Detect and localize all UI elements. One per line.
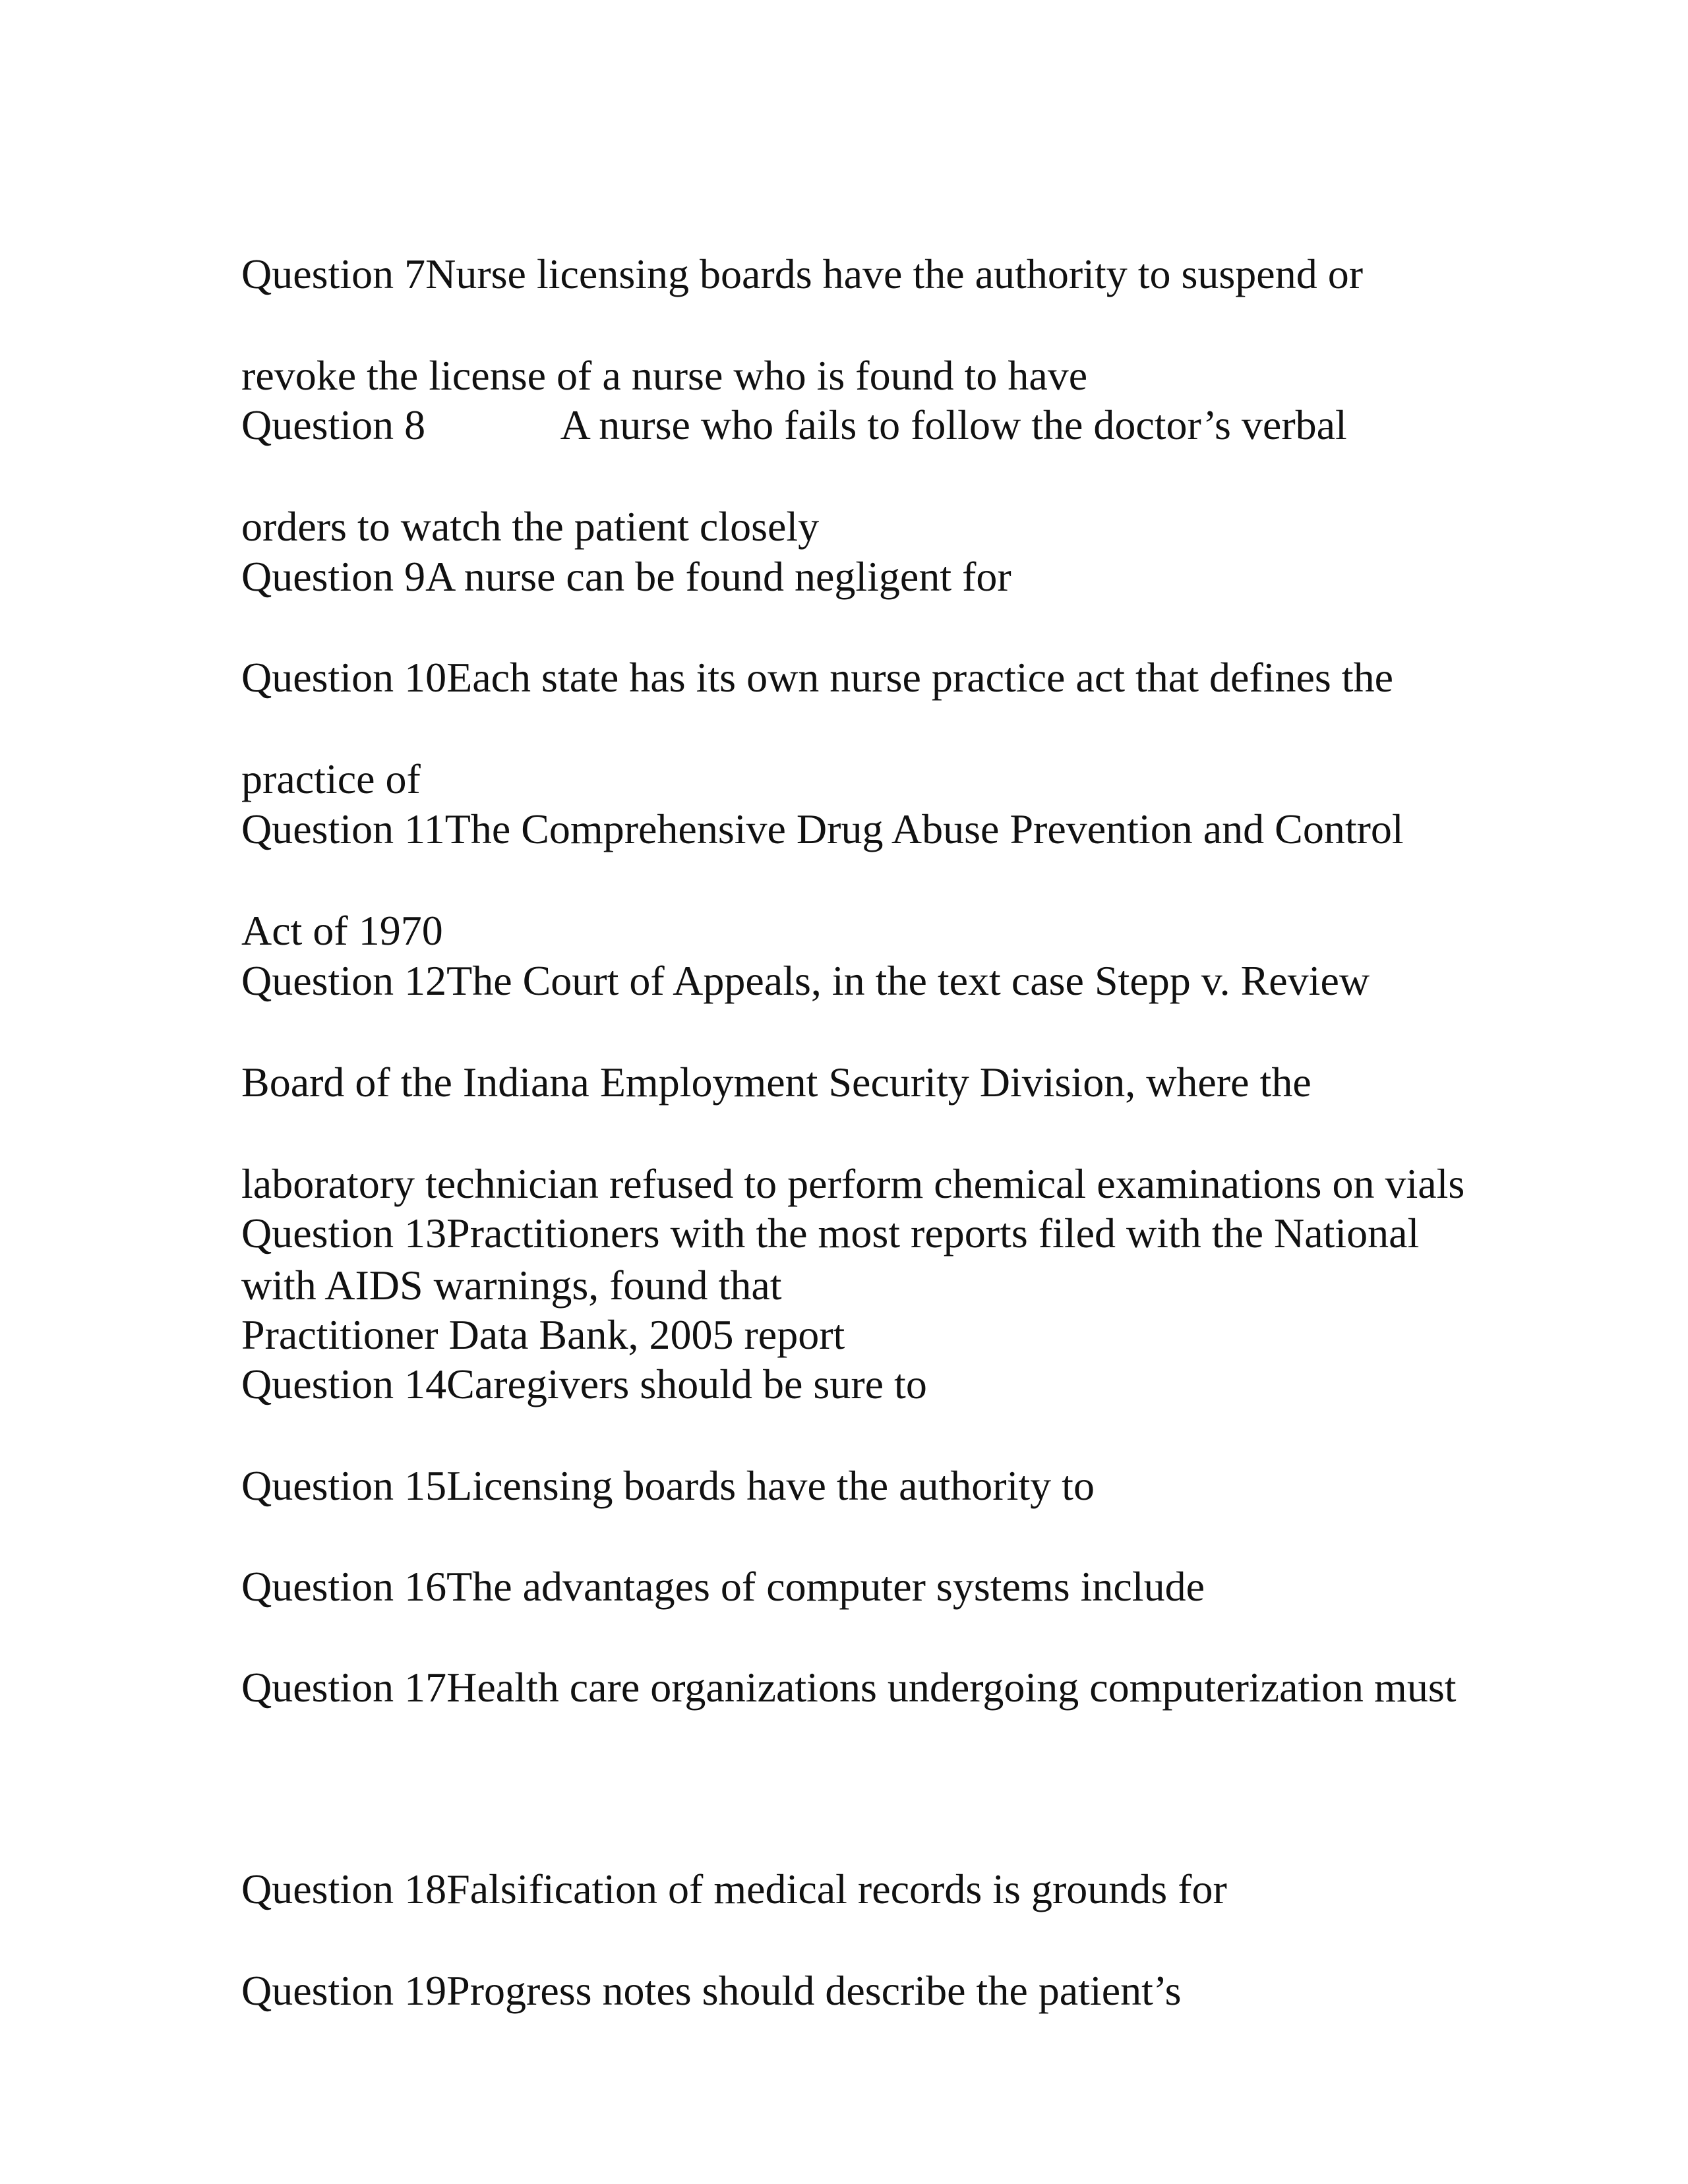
- question-12-line-3: laboratory technician refused to perform chemical examinations on vials: [241, 1160, 1465, 1207]
- question-12-line-4: with AIDS warnings, found that: [241, 1262, 782, 1309]
- question-11-line-1: Question 11The Comprehensive Drug Abuse Prevention and Control: [241, 806, 1404, 852]
- question-14-line-1: Question 14Caregivers should be sure to: [241, 1361, 927, 1407]
- question-19-line-1: Question 19Progress notes should describe the patient’s: [241, 1967, 1182, 2014]
- question-17: [199, 1611, 1457, 1763]
- question-11-line-2: Act of 1970: [241, 907, 443, 954]
- question-15-line-1: Question 15Licensing boards have the authority to: [241, 1462, 1095, 1509]
- question-8-line-2: orders to watch the patient closely: [241, 503, 820, 550]
- question-16-line-1: Question 16The advantages of computer systems include: [241, 1563, 1205, 1610]
- question-8-line-1: Question 8 A nurse who fails to follow the doctor’s verbal: [241, 401, 1347, 448]
- question-19: [199, 1914, 1182, 2067]
- question-7-line-2: revoke the license of a nurse who is found to have: [241, 352, 1088, 399]
- question-7-line-1: Question 7Nurse licensing boards have the authority to suspend or: [241, 251, 1363, 297]
- question-10-line-1: Question 10Each state has its own nurse practice act that defines the: [241, 654, 1393, 701]
- question-12-line-2: Board of the Indiana Employment Security Division, where the: [241, 1059, 1311, 1106]
- question-17-line-1: Question 17Health care organizations undergoing computerization must: [241, 1664, 1457, 1711]
- question-12-line-1: Question 12The Court of Appeals, in the text case Stepp v. Review: [241, 957, 1370, 1004]
- question-10-line-2: practice of: [241, 755, 421, 802]
- question-13-line-1: Question 13Practitioners with the most reports filed with the National: [241, 1210, 1420, 1256]
- question-18-line-1: Question 18Falsification of medical records is grounds for: [241, 1866, 1227, 1912]
- question-9-line-1: Question 9A nurse can be found negligent for: [241, 553, 1011, 600]
- question-13-line-2: Practitioner Data Bank, 2005 report: [241, 1311, 845, 1358]
